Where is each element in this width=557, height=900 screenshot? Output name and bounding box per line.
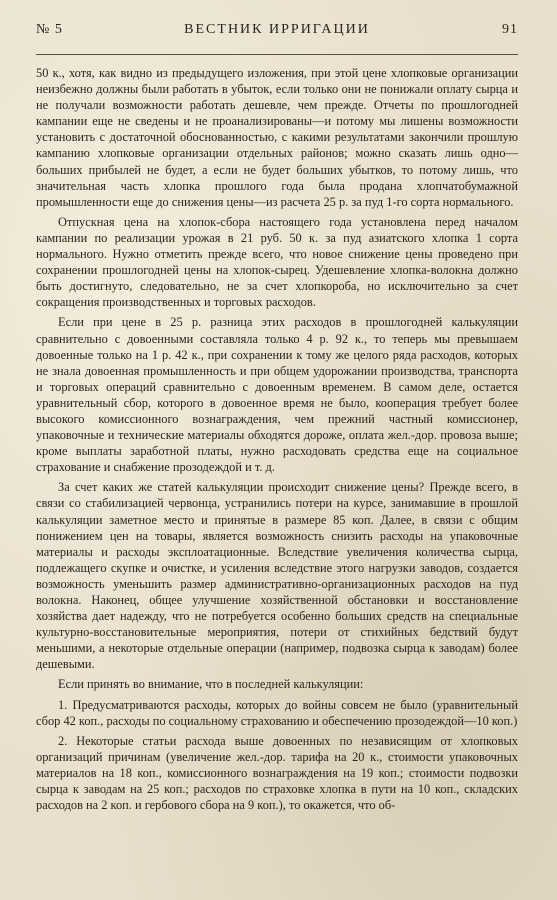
header-rule [36,54,518,55]
paragraph: Если принять во внимание, что в последней калькуляции: [58,677,364,692]
document-page [36,16,518,817]
page-number: 91 [502,22,518,37]
paragraph: За счет каких же статей калькуляции происходит снижение цены? Прежде всего, в связи со стабилизацией червонца, устранились потери на курсе, занимавшие в прошлой калькуляции заметное место и принятые в размере 85 коп. Далее, в связи с общим понижением цен на товары, является возможность снизить расходы на упаковочные материалы и расходы эксплоатационные. Вследствие увеличения количества сырца, подлежащего скупке и очистке, и усиления вследствие этого нагрузки заводов, создается возможность уменьшить размер административно-организационных расходов на пуд волокна. Наконец, общее улучшение хозяйственной обстановки и восстановление хозяйства дает надежду, что не потребуется особенно больших средств на специальные культурно-восстановительные мероприятия, потери от стихийных бедствий будут меньшими, а некоторые отдельные операции (например, подвозка сырца к заводам) более дешевыми. [36,480,518,672]
paragraph: 1. Предусматриваются расходы, которых до войны совсем не было (уравнительный сбор 42 коп., расходы по социальному страхованию и обеспечению прозодеждой—10 коп.) [36,697,518,728]
paragraph: Если при цене в 25 р. разница этих расходов в прошлогодней калькуляции сравнительно с довоенными составляла только 4 р. 92 к., то теперь мы превышаем довоенные только на 1 р. 42 к., при сохранении к тому же целого ряда расходов, которых не знала довоенная промышленность и при общем удорожании производства, транспорта и торговых операций сравнительно с довоенным временем. В самом деле, остается уравнительный сбор, которого в довоенное время не было, кооперация требует более высокого комиссионного вознаграждения, чем прежний частный комиссионер, упаковочные и технические материалы обходятся дороже, оплата жел.-дор. провоза выше; кроме выплаты заработной платы, нужно расходовать средства еще на социальное страхование и снабжение прозодеждой и т. д. [36,315,518,475]
page-header [36,16,518,40]
journal-title: ВЕСТНИК ИРРИГАЦИИ [184,22,370,37]
paragraph: Отпускная цена на хлопок-сбора настоящего года установлена перед началом кампании по реализации урожая в 21 руб. 50 к. за пуд азиатского хлопка 1 сорта нормального. Нужно отметить прежде всего, что новое снижение цены проведено при сохранении прошлогодней цены на хлопок-сырец. Удешевление хлопка-волокна должно быть достигнуто, следовательно, не за счет хлопкороба, но исключительно за счет сокращения производственных и торговых расходов. [36,214,518,310]
paragraph: 50 к., хотя, как видно из предыдущего изложения, при этой цене хлопковые организации неизбежно должны были работать в убыток, если только они не понижали оплату сырца и не получали возможности работать дешевле, чем прежде. Отчеты по прошлогодней кампании еще не сведены и не проанализированы—и потому мы лишены возможности установить с достаточной обоснованностью, с какими результатами закончили прошлую кампанию хлопковые организации отдельных районов; можно сказать лишь одно—больших прибылей не будет, а если не будет больших убытков, то потому лишь, что значительная часть хлопка прошлого года была продана хлопчатобумажной промышленности еще до снижения цены—из расчета 25 р. за пуд 1-го сорта нормального. [36,66,518,209]
paragraph: 2. Некоторые статьи расхода выше довоенных по независящим от хлопковых организаций причинам (увеличение жел.-дор. тарифа на 20 к., стоимости упаковочных материалов на 18 коп., комиссионного вознаграждения на 19 коп.; стоимости подвозки сырца к заводам на 25 коп.; расходов по страховке хлопка в пути на 10 коп., складских расходов на 2 коп. и гербового сбора на 9 коп.), то окажется, что об- [36,733,518,813]
issue-number: № 5 [36,22,63,37]
article-body [36,65,518,813]
